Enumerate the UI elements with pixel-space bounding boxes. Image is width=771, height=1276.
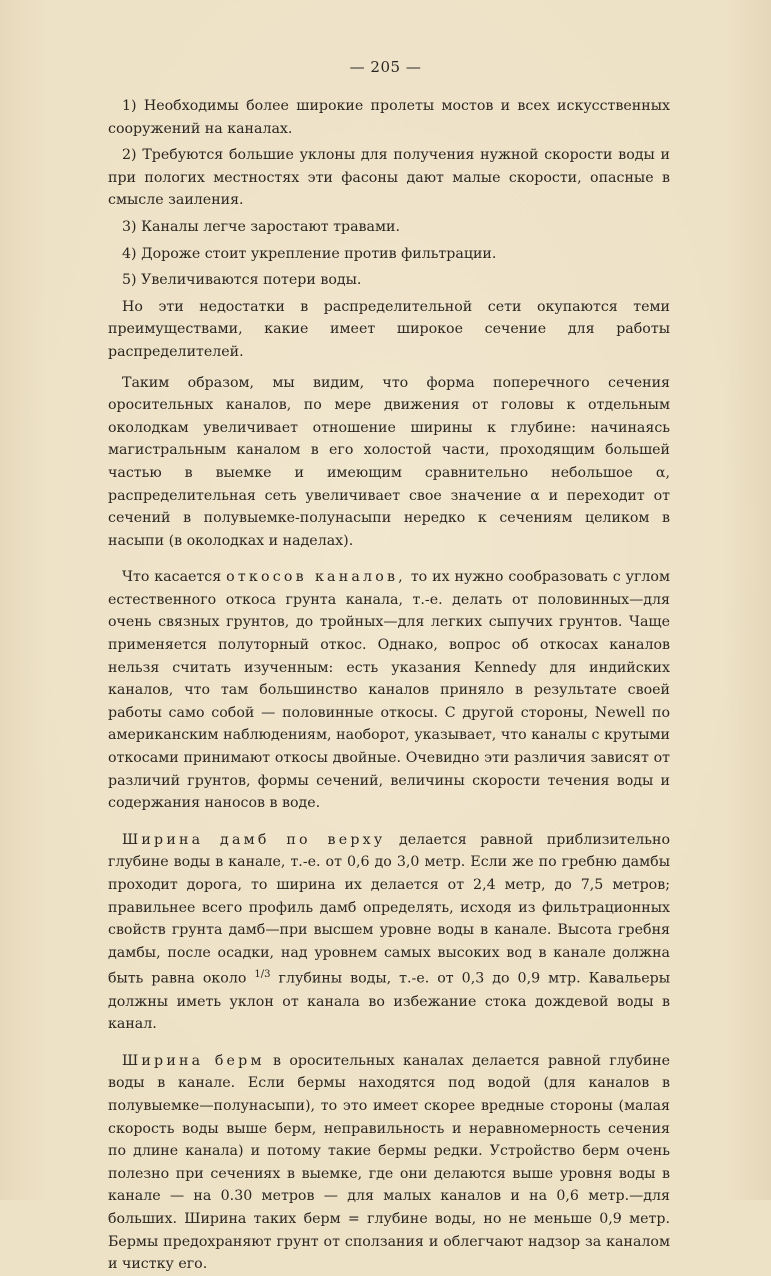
berms-text: в оросительных каналах делается равной глубине воды в канале. Если бермы находятся под водой (для каналов в полувыемке—полунасыпи), то это имеет скорее вредные стороны (малая скорость воды выше берм, неправильность и неравномерность сечения по длине канала) и потому такие бермы редки. Устройство берм очень полезно при сечениях в выемке, где они делаются выше уровня воды в канале — на 0.30 метров — для малых каналов и на 0,6 метр.—для больших. Ширина таких берм = глубине воды, но не меньше 0,9 метр. Бермы предохраняют грунт от сползания и облегчают надзор за каналом и чистку его. <box>108 1052 670 1273</box>
paragraph-canal-slopes <box>108 566 670 815</box>
berms-term: Ширина берм <box>122 1052 265 1069</box>
slopes-term: откосов каналов, <box>226 569 406 586</box>
dams-text-before-fraction: делается равной приблизительно глубине воды в канале, т.-е. от 0,6 до 3,0 метр. Если же по гребню дамбы проходит дорога, то ширина их делается от 2,4 метр, до 7,5 метров; правильнее всего профиль дамб определять, исходя из фильтрационных свойств грунта дамб—при высшем уровне воды в канале. Высота гребня дамбы, после осадки, над уровнем самых высоких вод в канале должна быть равна около <box>108 831 670 988</box>
dams-text-after-fraction: глубины воды, т.-е. от 0,3 до 0,9 мтр. Кавальеры должны иметь уклон от канала во избежание стока дождевой воды в канал. <box>108 971 671 1033</box>
page-body <box>108 95 670 1276</box>
paragraph-item-1: 1) Необходимы более широкие пролеты мостов и всех искусственных сооружений на каналах. <box>108 98 670 137</box>
paragraph-item-2: 2) Требуются большие уклоны для получения нужной скорости воды и при пологих местностях эти фасоны дают малые скорости, опасные в смысле заиления. <box>108 147 670 209</box>
dams-fraction: 1/3 <box>254 969 271 981</box>
slopes-text: то их нужно сообразовать с углом естественного откоса грунта канала, т.-е. делать от половинных—для очень связных грунтов, до тройных—для легких сыпучих грунтов. Чаще применяется полуторный откос. Однако, вопрос об откосах каналов нельзя считать изученным: есть указания Kennedy для индийских каналов, что там большинство каналов приняло в результате своей работы само собой — половинные откосы. С другой стороны, Newell по американским наблюдениям, наоборот, указывает, что каналы с крутыми откосами принимают откосы двойные. Очевидно эти различия зависят от различий грунтов, формы сечений, величины скорости течения воды и содержания наносов в воде. <box>108 569 670 812</box>
paragraph-item-3: 3) Каналы легче заростают травами. <box>122 218 400 235</box>
dams-term: Ширина дамб по верху <box>122 831 386 848</box>
paragraph-cross-section-form: Таким образом, мы видим, что форма поперечного сечения оросительных каналов, по мере движения от головы к отдельным околодкам увеличивает отношение ширины к глубине: начинаясь магистральным каналом в его холостой части, проходящим большей частью в выемке и имеющим сравнительно небольшое α, распределительная сеть увеличивает свое значение α и переходит от сечений в полувыемке-полунасыпи нередко к сечениям целиком в насыпи (в околодках и наделах). <box>108 374 670 549</box>
paragraph-item-5: 5) Увеличиваются потери воды. <box>122 272 362 289</box>
paragraph-disadvantages-offset: Но эти недостатки в распределительной сети окупаются теми преимуществами, какие имеет широкое сечение для работы распределителей. <box>108 298 670 360</box>
paragraph-dam-width <box>108 829 670 1036</box>
paragraph-berm-width <box>108 1050 670 1276</box>
page-number: — 205 — <box>349 58 422 76</box>
paragraph-item-4: 4) Дороже стоит укрепление против фильтрации. <box>122 245 497 262</box>
slopes-lead: Что касается <box>122 569 222 586</box>
